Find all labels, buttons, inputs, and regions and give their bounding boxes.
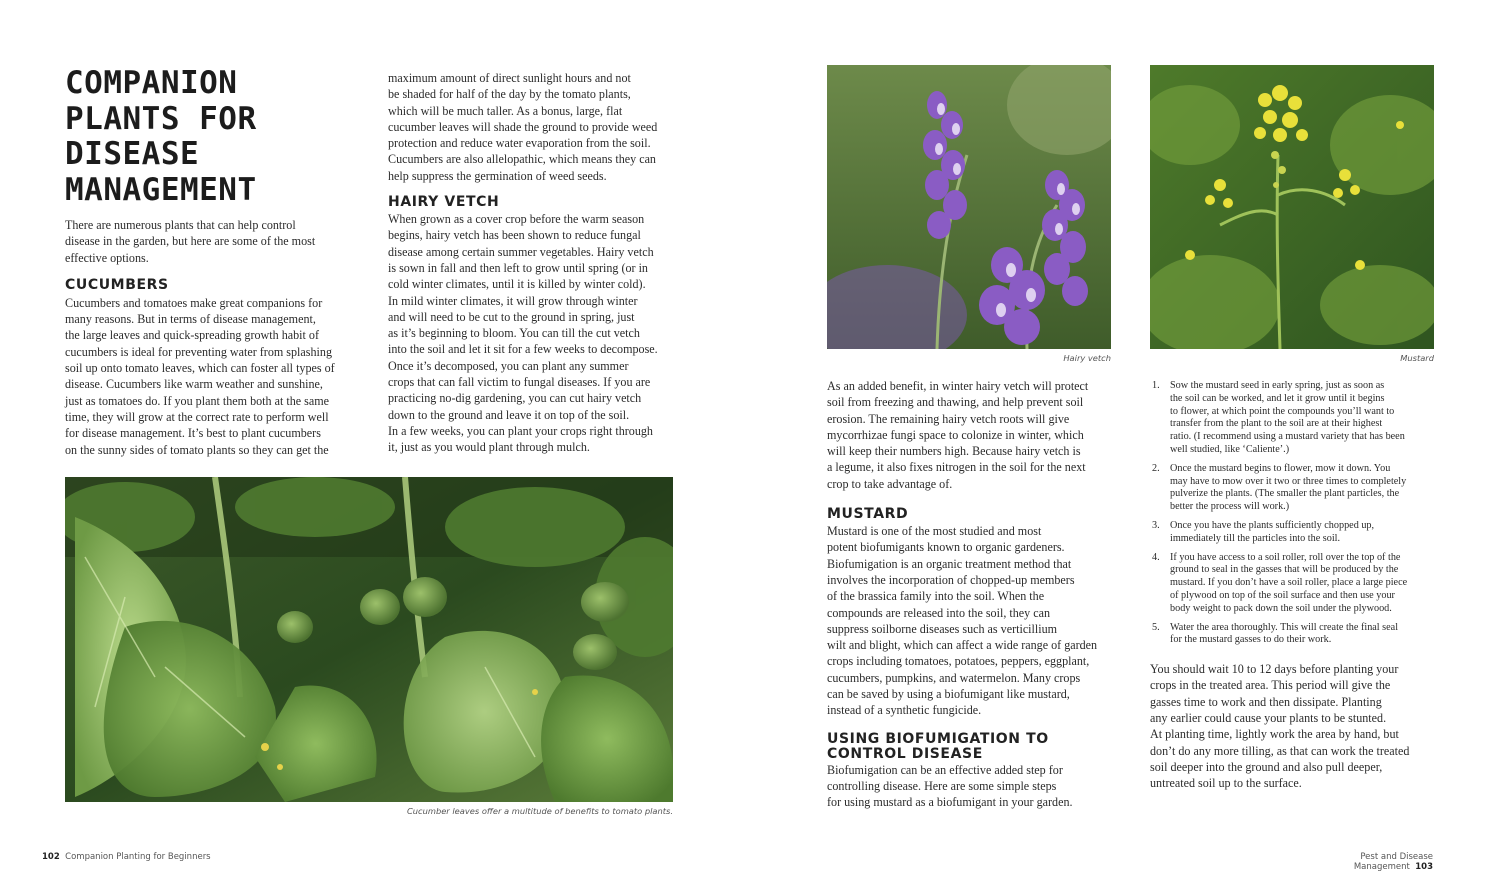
vetch-benefit-paragraph: As an added benefit, in winter hairy vetch will protect soil from freezing and thawing, and help prevent soil erosion. The remaining hairy vetch roots will give mycorrhizae fungi space to colonize in winter, which will keep their numbers high. Because hairy vetch is a legume, it also fixes nitrogen in the soil for the next crop to take advantage of.: [827, 379, 1089, 491]
page-title: COMPANION PLANTS FOR DISEASE MANAGEMENT: [65, 65, 257, 208]
biofumigation-paragraph: Biofumigation can be an effective added step for controlling disease. Here are some simple steps for using mustard as a biofumigant in your garden.: [827, 762, 1073, 810]
list-item: 5. Water the area thoroughly. This will create the final seal for the mustard gasses to do their work.: [1152, 621, 1399, 646]
right-left-column: [827, 378, 1127, 811]
right-page-number: 103: [1415, 862, 1433, 872]
right-running-title: Pest and Disease Management: [1353, 852, 1433, 872]
left-page-number: 102: [42, 852, 60, 862]
mustard-paragraph: Mustard is one of the most studied and most potent biofumigants known to organic gardeners. Biofumigation is an organic treatment method that involves the incorporation of chopped-up members of the brassica family into the soil. When the compounds are released into the soil, they can suppress soilborne diseases such as verticillium wilt and blight, which can affect a wide range of garden crops including tomatoes, potatoes, peppers, eggplant, cucumbers, pumpkins, and watermelon. Many crops can be saved by using a biofumigant like mustard, instead of a synthetic fungicide.: [827, 524, 1098, 718]
right-right-column: [1150, 380, 1450, 792]
biofumigation-steps-list: [1150, 380, 1450, 647]
cucumbers-heading: CUCUMBERS: [65, 276, 169, 293]
biofumigation-heading: USING BIOFUMIGATION TO CONTROL DISEASE: [827, 730, 1049, 762]
list-item: 3. Once you have the plants sufficiently chopped up, immediately till the particles into the soil.: [1152, 519, 1375, 544]
cucumbers-continued-paragraph: maximum amount of direct sunlight hours and not be shaded for half of the day by the tomato plants, which will be much taller. As a bonus, large, flat cucumber leaves will shade the ground to provide weed protection and reduce water evaporation from the soil. Cucumbers are also allelopathic, which means they can help suppress the germination of weed seeds.: [388, 71, 658, 183]
cucumbers-paragraph: Cucumbers and tomatoes make great companions for many reasons. But in terms of disease management, the large leaves and quick-spreading growth habit of cucumbers is ideal for preventing water from splashing soil up onto tomato leaves, which can foster all types of disease. Cucumbers like warm weather and sunshine, just as tomatoes do. If you plant them both at the same time, they will grow at the correct rate to perform well for disease management. It’s best to plant cucumbers on the sunny sides of tomato plants so they can get the: [65, 295, 335, 457]
middle-column: [388, 70, 688, 456]
left-column: [65, 217, 365, 458]
right-page: [750, 0, 1500, 896]
hairy-vetch-heading: HAIRY VETCH: [388, 194, 500, 211]
mustard-heading: MUSTARD: [827, 506, 909, 523]
hairy-vetch-paragraph: When grown as a cover crop before the warm season begins, hairy vetch has been shown to reduce fungal disease among certain summer vegetables. Hairy vetch is sown in fall and then left to grow until spring (or in cold winter climates, until it is killed by winter cold). In mild winter climates, it will grow through winter and will need to be cut to the ground in spring, just as it’s beginning to bloom. You can till the cut vetch into the soil and let it sit for a few weeks to decompose. Once it’s decomposed, you can plant any summer crops that can fall victim to fungal diseases. If you are practicing no-dig gardening, you can cut hairy vetch down to the ground and leave it on top of the soil. In a few weeks, you can plant your crops right through it, just as you would plant through mulch.: [388, 212, 658, 455]
left-running-title: Companion Planting for Beginners: [65, 852, 211, 862]
list-item: 1. Sow the mustard seed in early spring, just as soon as the soil can be worked, and let it grow until it begins to flower, at which point the compounds you’ll want to transfer from the plant to the soil are at their highest ratio. (I recommend using a mustard variety that has been well studied, like ‘Caliente’.): [1152, 380, 1405, 455]
mustard-photo: [1150, 65, 1434, 349]
left-folio: [42, 852, 211, 862]
cucumber-photo-caption: Cucumber leaves offer a multitude of benefits to tomato plants.: [406, 806, 673, 816]
list-item: 4. If you have access to a soil roller, roll over the top of the ground to seal in the gasses that will be produced by the mustard. If you don’t have a soil roller, place a large piece of plywood on top of the soil surface and then use your body weight to pack down the soil under the plywood.: [1152, 551, 1408, 614]
cucumber-tomato-photo: [65, 477, 673, 802]
hairy-vetch-photo: [827, 65, 1111, 349]
waiting-period-paragraph: You should wait 10 to 12 days before planting your crops in the treated area. This period will give the gasses time to work and then dissipate. Planting any earlier could cause your plants to be stunted. At planting time, lightly work the area by hand, but don’t do any more tilling, as that can work the treated soil deeper into the ground and also pull deeper, untreated soil up to the surface.: [1150, 662, 1410, 791]
intro-paragraph: There are numerous plants that can help control disease in the garden, but here are some of the most effective options.: [65, 218, 316, 265]
mustard-caption: Mustard: [1400, 353, 1434, 363]
right-folio: [1310, 852, 1433, 872]
hairy-vetch-caption: Hairy vetch: [1063, 353, 1111, 363]
list-item: 2. Once the mustard begins to flower, mow it down. You may have to mow over it two or three times to completely pulverize the plants. (The smaller the plant particles, the better the process will work.): [1152, 462, 1407, 513]
